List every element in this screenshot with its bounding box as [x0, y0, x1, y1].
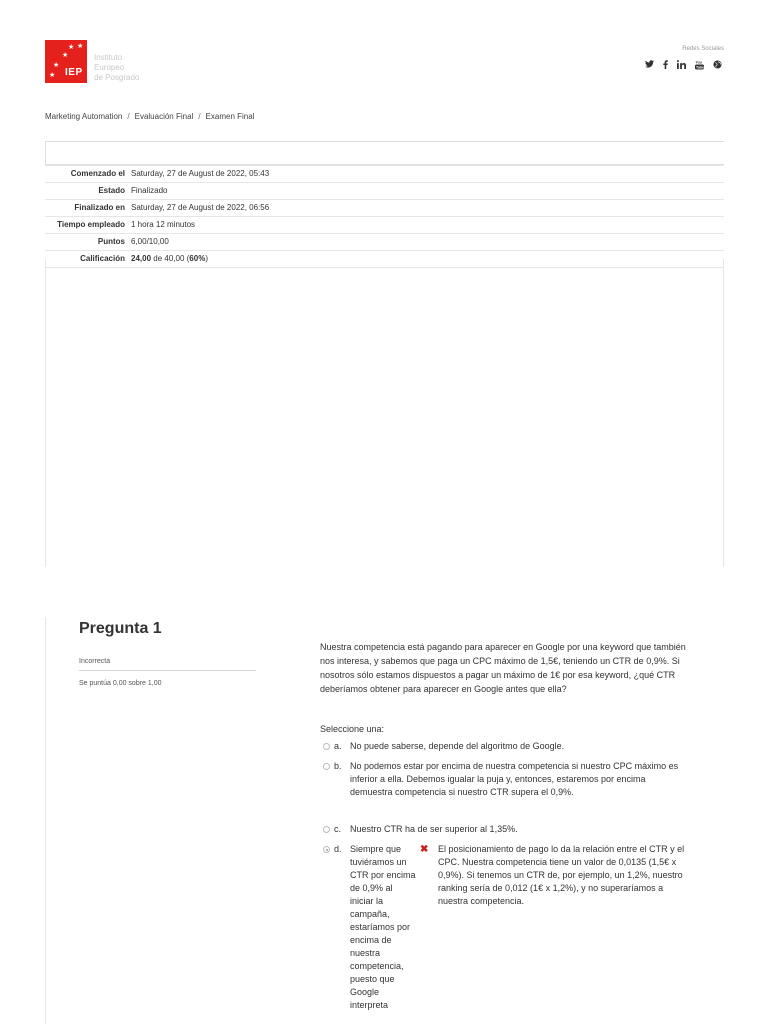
linkedin-icon[interactable] [677, 60, 686, 72]
breadcrumb-evaluation[interactable]: Evaluación Final [134, 112, 194, 121]
summary-label: Comenzado el [70, 169, 125, 178]
summary-row [45, 166, 724, 183]
summary-row [45, 200, 724, 217]
grade-of: de 40,00 ( [153, 254, 190, 263]
grade-close: ) [205, 254, 208, 263]
summary-row [45, 183, 724, 200]
summary-value: Finalizado [131, 186, 168, 195]
grade-percent: 60% [189, 254, 206, 263]
iep-logo[interactable] [45, 40, 87, 83]
star-icon: ★ [62, 51, 69, 59]
answer-option-c[interactable] [323, 823, 670, 836]
star-icon: ★ [68, 43, 75, 51]
question-divider [45, 617, 46, 1024]
question-title: Pregunta 1 [79, 620, 162, 637]
summary-label: Estado [98, 186, 125, 195]
summary-value: 6,00/10,00 [131, 237, 169, 246]
radio-button[interactable] [323, 743, 330, 750]
summary-label: Finalizado en [74, 203, 125, 212]
answer-option-b[interactable] [323, 760, 686, 799]
answer-feedback: El posicionamiento de pago lo da la relación entre el CTR y el CPC. Nuestra competencia tiene un valor de 0,0135 (1,5€ x 0,9%). Si tenemos un CTR de, por ejemplo, un 1,2%, nuestro ranking sería de 0,012 (1€ x 1,2%), y no superaríamos a nuestra competencia. [438, 844, 685, 906]
question-status: Incorrecta [79, 658, 256, 671]
grade-label: Calificación [80, 254, 125, 263]
answer-option-a[interactable] [323, 740, 670, 753]
breadcrumb [45, 112, 254, 121]
option-letter: d. [334, 844, 342, 854]
summary-header-bar [45, 141, 724, 165]
logo-subtitle: Instituto Europeo de Posgrado [94, 53, 140, 82]
summary-row [45, 217, 724, 234]
question-prompt: Seleccione una: [320, 724, 385, 734]
summary-label: Tiempo empleado [57, 220, 125, 229]
facebook-icon[interactable] [663, 60, 668, 72]
option-text: No puede saberse, depende del algoritmo de Google. [350, 741, 565, 751]
star-icon: ★ [77, 42, 84, 50]
summary-value: Saturday, 27 de August de 2022, 05:43 [131, 169, 270, 178]
option-letter: b. [334, 761, 342, 771]
breadcrumb-exam[interactable]: Examen Final [205, 112, 255, 121]
option-text: Siempre que tuviéramos un CTR por encima de 0,9% al iniciar la campaña, estaríamos por encima de nuestra competencia, puesto que Google interpreta [350, 844, 416, 1010]
breadcrumb-separator: / [127, 112, 130, 121]
radio-button[interactable] [323, 763, 330, 770]
radio-button-selected[interactable] [323, 846, 330, 853]
summary-label: Puntos [97, 237, 125, 246]
youtube-icon[interactable] [695, 60, 704, 72]
social-links [645, 60, 722, 72]
social-label: Redes Sociales [682, 46, 724, 52]
logo-text: IEP [65, 67, 83, 78]
twitter-icon[interactable] [645, 60, 654, 72]
option-letter: a. [334, 741, 342, 751]
globe-icon[interactable] [713, 60, 722, 72]
star-icon: ★ [49, 71, 56, 79]
option-text: No podemos estar por encima de nuestra competencia si nuestro CPC máximo es inferior a ella. Debemos igualar la puja y, entonces, estaremos por encima demuestra competencia si nuestro CTR supera el 0,9%. [350, 761, 679, 797]
star-icon: ★ [53, 61, 60, 69]
grade-value: 24,00 [131, 254, 152, 263]
radio-button[interactable] [323, 826, 330, 833]
option-letter: c. [334, 824, 342, 834]
summary-value: Saturday, 27 de August de 2022, 06:56 [131, 203, 270, 212]
breadcrumb-separator: / [198, 112, 201, 121]
option-text: Nuestro CTR ha de ser superior al 1,35%. [350, 824, 518, 834]
answer-option-d[interactable] [323, 843, 436, 1012]
incorrect-icon: ✖ [420, 844, 429, 855]
breadcrumb-course[interactable]: Marketing Automation [45, 112, 123, 121]
svg-text:You: You [695, 60, 702, 65]
svg-text:Tube: Tube [696, 65, 704, 70]
question-text: Nuestra competencia está pagando para aparecer en Google por una keyword que también nos interesa, y sabemos que paga un CPC máximo de 1,5€, teniendo un CTR de 0,9%. Si nosotros sólo estamos dispuestos a pagar un máximo de 1€ por esa keyword, ¿qué CTR deberíamos obtener para aparecer en Google antes que ella? [320, 642, 686, 694]
attempt-summary-table [45, 165, 724, 268]
summary-value: 1 hora 12 minutos [131, 220, 196, 229]
summary-row [45, 234, 724, 251]
question-grade: Se puntúa 0,00 sobre 1,00 [79, 680, 162, 687]
content-panel [45, 259, 724, 567]
